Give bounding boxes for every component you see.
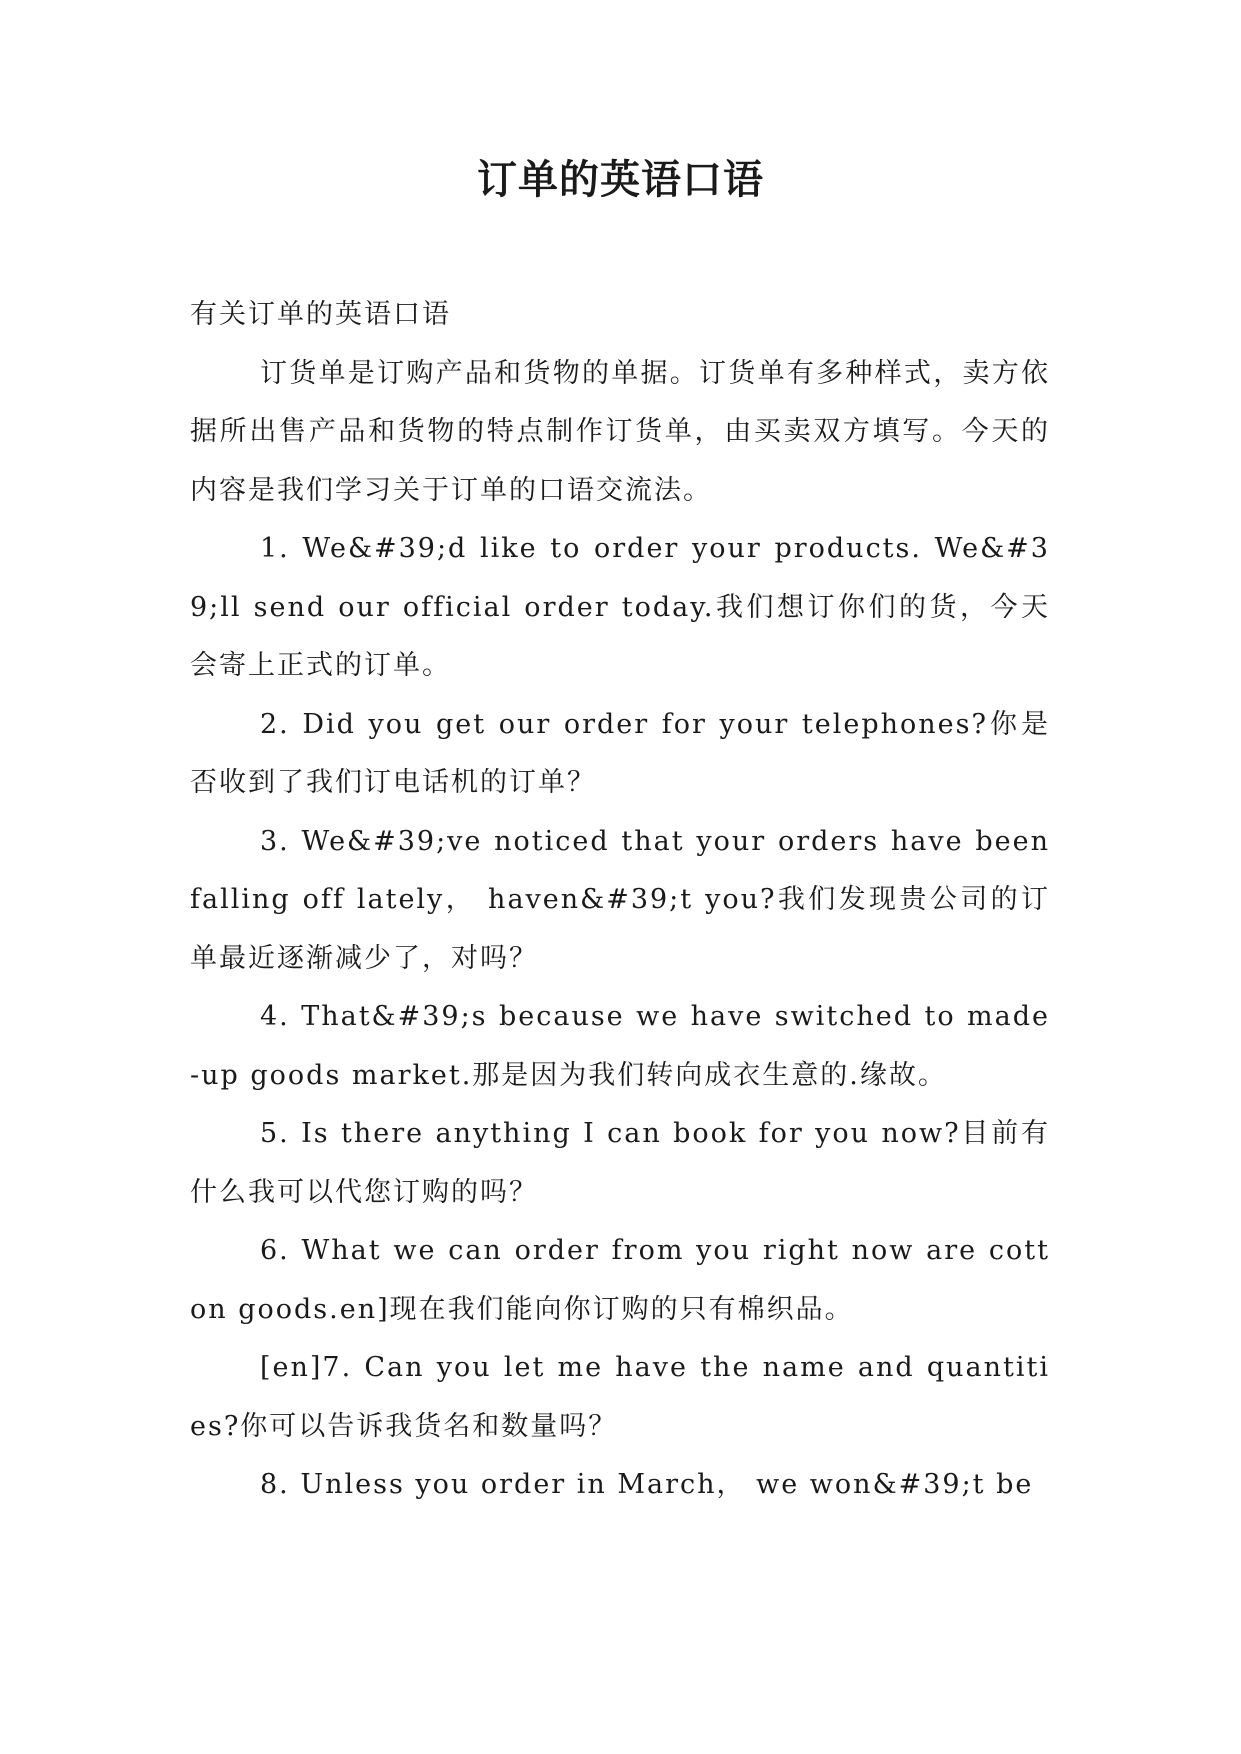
sentence-item-1: 1. We&#39;d like to order your products. We&#39;ll send our official order today.我们想订你们的货，今天会寄上正式的订单。 — [190, 533, 1050, 681]
sentence-item-8: 8. Unless you order in March， we won&#39;t be — [260, 1469, 1034, 1500]
sentence-item-7: [en]7. Can you let me have the name and quantities?你可以告诉我货名和数量吗？ — [190, 1352, 1050, 1442]
sentence-item-6: 6. What we can order from you right now are cotton goods.en]现在我们能向你订购的只有棉织品。 — [190, 1235, 1050, 1325]
sentence-item-3: 3. We&#39;ve noticed that your orders have been falling off lately， haven&#39;t you?我们发现贵公司的订单最近逐渐减少了，对吗？ — [190, 825, 1050, 974]
intro-paragraph: 订货单是订购产品和货物的单据。订货单有多种样式，卖方依据所出售产品和货物的特点制作订货单，由买卖双方填写。今天的内容是我们学习关于订单的口语交流法。 — [190, 357, 1050, 506]
sentence-item-5: 5. Is there anything I can book for you now?目前有什么我可以代您订购的吗？ — [190, 1118, 1050, 1208]
document-title: 订单的英语口语 — [477, 156, 764, 203]
document-body — [190, 286, 1050, 1515]
subtitle-paragraph: 有关订单的英语口语 — [190, 299, 451, 330]
sentence-item-2: 2. Did you get our order for your telephones?你是否收到了我们订电话机的订单？ — [190, 708, 1050, 798]
sentence-item-4: 4. That&#39;s because we have switched to made-up goods market.那是因为我们转向成衣生意的.缘故。 — [190, 1001, 1050, 1091]
